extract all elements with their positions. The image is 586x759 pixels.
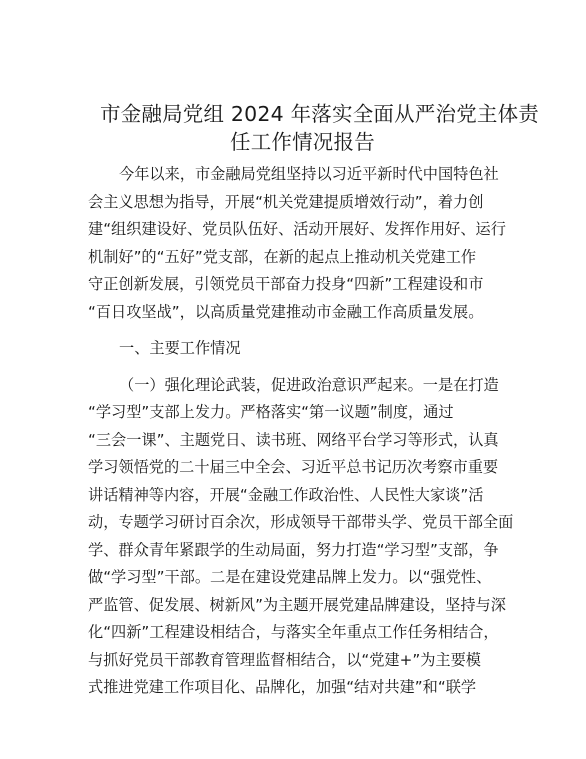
paragraph-line: 化“四新”工程建设相结合，与落实全年重点工作任务相结合，	[88, 623, 499, 641]
paragraph-line: （一）强化理论武装，促进政治意识严起来。一是在打造	[119, 375, 499, 394]
paragraph-line: 今年以来，市金融局党组坚持以习近平新时代中国特色社	[119, 165, 499, 183]
paragraph-line: 建“组织建设好、党员队伍好、活动开展好、发挥作用好、运行	[88, 220, 506, 238]
paragraph-line: 学习领悟党的二十届三中全会、习近平总书记历次考察市重要	[88, 458, 499, 476]
document-body	[88, 161, 514, 702]
title-line-1: 市金融局党组 2024 年落实全面从严治党主体责	[100, 102, 540, 126]
paragraph-line: “三会一课”、主题党日、读书班、网络平台学习等形式，认真	[88, 430, 499, 449]
section-heading: 一、主要工作情况	[119, 339, 241, 357]
paragraph-line: “百日攻坚战”，以高质量党建推动市金融工作高质量发展。	[88, 302, 484, 321]
paragraph-gap	[88, 363, 498, 372]
paragraph-line: 讲话精神等内容，开展“金融工作政治性、人民性大家谈”活	[88, 485, 484, 504]
paragraph-line: “学习型”支部上发力。严格落实“第一议题”制度，通过	[88, 403, 454, 421]
paragraph-line: 守正创新发展，引领党员干部奋力投身“四新”工程建设和市	[88, 275, 484, 293]
paragraph-gap	[88, 326, 498, 335]
paragraph-line: 会主义思想为指导，开展“机关党建提质增效行动”，着力创	[88, 192, 484, 211]
paragraph-line: 与抓好党员干部教育管理监督相结合，以“党建+”为主要模	[88, 650, 481, 669]
document-title	[100, 100, 540, 156]
paragraph-line: 严监管、促发展、树新风”为主题开展党建品牌建设，坚持与深	[88, 595, 506, 614]
paragraph-line: 做“学习型”干部。二是在建设党建品牌上发力。以“强党性、	[88, 568, 492, 586]
paragraph-line: 机制好”的“五好”党支部，在新的起点上推动机关党建工作	[88, 247, 477, 266]
paragraph-line: 动，专题学习研讨百余次，形成领导干部带头学、党员干部全面	[88, 513, 514, 531]
paragraph-line: 学、群众青年紧跟学的生动局面，努力打造“学习型”支部，争	[88, 540, 499, 559]
paragraph-line: 式推进党建工作项目化、品牌化，加强“结对共建”和“联学	[88, 678, 477, 696]
title-line-2: 任工作情况报告	[230, 130, 375, 154]
